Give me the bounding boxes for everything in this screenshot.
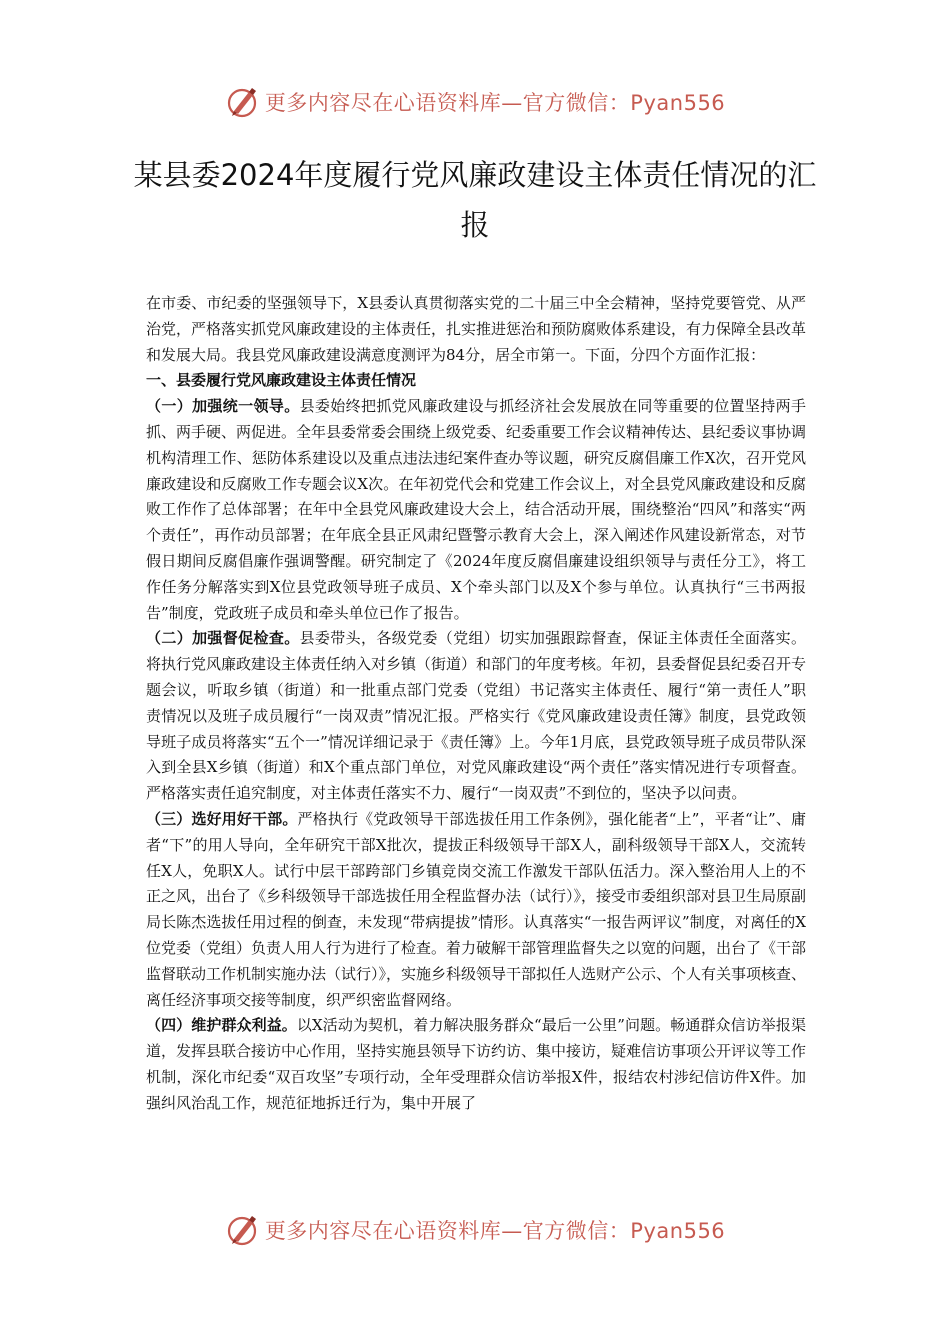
paragraph-item	[146, 394, 806, 626]
pen-logo-icon	[225, 84, 261, 120]
watermark-text: 更多内容尽在心语资料库—官方微信：Pyan556	[264, 91, 726, 115]
item-lead: （三）选好用好干部。	[146, 809, 298, 828]
section-heading: 一、县委履行党风廉政建设主体责任情况	[146, 371, 417, 390]
item-body: 以X活动为契机，着力解决服务群众“最后一公里”问题。畅通群众信访举报渠道，发挥县联合接访中心作用，坚持实施县领导下访约访、集中接访，疑难信访事项公开评议等工作机制，深化市纪委“双百攻坚”专项行动，全年受理群众信访举报X件，报结农村涉纪信访件X件。加强纠风治乱工作，规范征地拆迁行为，集中开展了	[146, 1016, 807, 1112]
watermark-banner-top	[0, 80, 950, 124]
pen-logo-icon	[225, 1212, 261, 1248]
document-title: 某县委2024年度履行党风廉政建设主体责任情况的汇报	[133, 158, 817, 242]
item-body: 县委始终把抓党风廉政建设与抓经济社会发展放在同等重要的位置坚持两手抓、两手硬、两促进。全年县委常委会围绕上级党委、纪委重要工作会议精神传达、县纪委议事协调机构清理工作、惩防体系建设以及重点违法违纪案件查办等议题，研究反腐倡廉工作X次，召开党风廉政建设和反腐败工作专题会议X次。在年初党代会和党建工作会议上，对全县党风廉政建设和反腐败工作作了总体部署；在年中全县党风廉政建设大会上，结合活动开展，围绕整治“四风”和落实“两个责任”，再作动员部署；在年底全县正风肃纪暨警示教育大会上，深入阐述作风建设新常态，对节假日期间反腐倡廉作强调警醒。研究制定了《2024年度反腐倡廉建设组织领导与责任分工》，将工作任务分解落实到X位县党政领导班子成员、X个牵头部门以及X个参与单位。认真执行“三书两报告”制度，党政班子成员和牵头单位已作了报告。	[146, 397, 807, 622]
watermark-text: 更多内容尽在心语资料库—官方微信：Pyan556	[264, 1219, 726, 1243]
watermark-banner-bottom	[0, 1208, 950, 1252]
item-body: 县委带头，各级党委（党组）切实加强跟踪督查，保证主体责任全面落实。将执行党风廉政建设主体责任纳入对乡镇（街道）和部门的年度考核。年初，县委督促县纪委召开专题会议，听取乡镇（街道）和一批重点部门党委（党组）书记落实主体责任、履行“第一责任人”职责情况以及班子成员履行“一岗双责”情况汇报。严格实行《党风廉政建设责任簿》制度，县党政领导班子成员将落实“五个一”情况详细记录于《责任簿》上。今年1月底，县党政领导班子成员带队深入到全县X乡镇（街道）和X个重点部门单位，对党风廉政建设“两个责任”落实情况进行专项督查。严格落实责任追究制度，对主体责任落实不力、履行“一岗双责”不到位的，坚决予以问责。	[146, 629, 807, 803]
paragraph-item	[146, 807, 806, 1013]
item-lead: （四）维护群众利益。	[146, 1016, 297, 1035]
item-body: 严格执行《党政领导干部选拔任用工作条例》，强化能者“上”，平者“让”、庸者“下”的用人导向，全年研究干部X批次，提拔正科级领导干部X人，副科级领导干部X人，交流转任X人，免职X人。试行中层干部跨部门乡镇竞岗交流工作激发干部队伍活力。深入整治用人上的不正之风，出台了《乡科级领导干部选拔任用全程监督办法（试行）》，接受市委组织部对县卫生局原副局长陈杰选拔任用过程的倒查，未发现“带病提拔”情形。认真落实“一报告两评议”制度，对离任的X位党委（党组）负责人用人行为进行了检查。着力破解干部管理监督失之以宽的问题，出台了《干部监督联动工作机制实施办法（试行）》，实施乡科级领导干部拟任人选财产公示、个人有关事项核查、离任经济事项交接等制度，织严织密监督网络。	[146, 809, 807, 1009]
document-body	[146, 291, 806, 1117]
item-lead: （二）加强督促检查。	[146, 629, 300, 648]
paragraph-item	[146, 1013, 806, 1116]
item-lead: （一）加强统一领导。	[146, 397, 300, 416]
intro-paragraph: 在市委、市纪委的坚强领导下，X县委认真贯彻落实党的二十届三中全会精神，坚持党要管党、从严治党，严格落实抓党风廉政建设的主体责任，扎实推进惩治和预防腐败体系建设，有力保障全县改革和发展大局。我县党风廉政建设满意度测评为84分，居全市第一。下面，分四个方面作汇报：	[146, 294, 807, 364]
paragraph-item	[146, 626, 806, 807]
